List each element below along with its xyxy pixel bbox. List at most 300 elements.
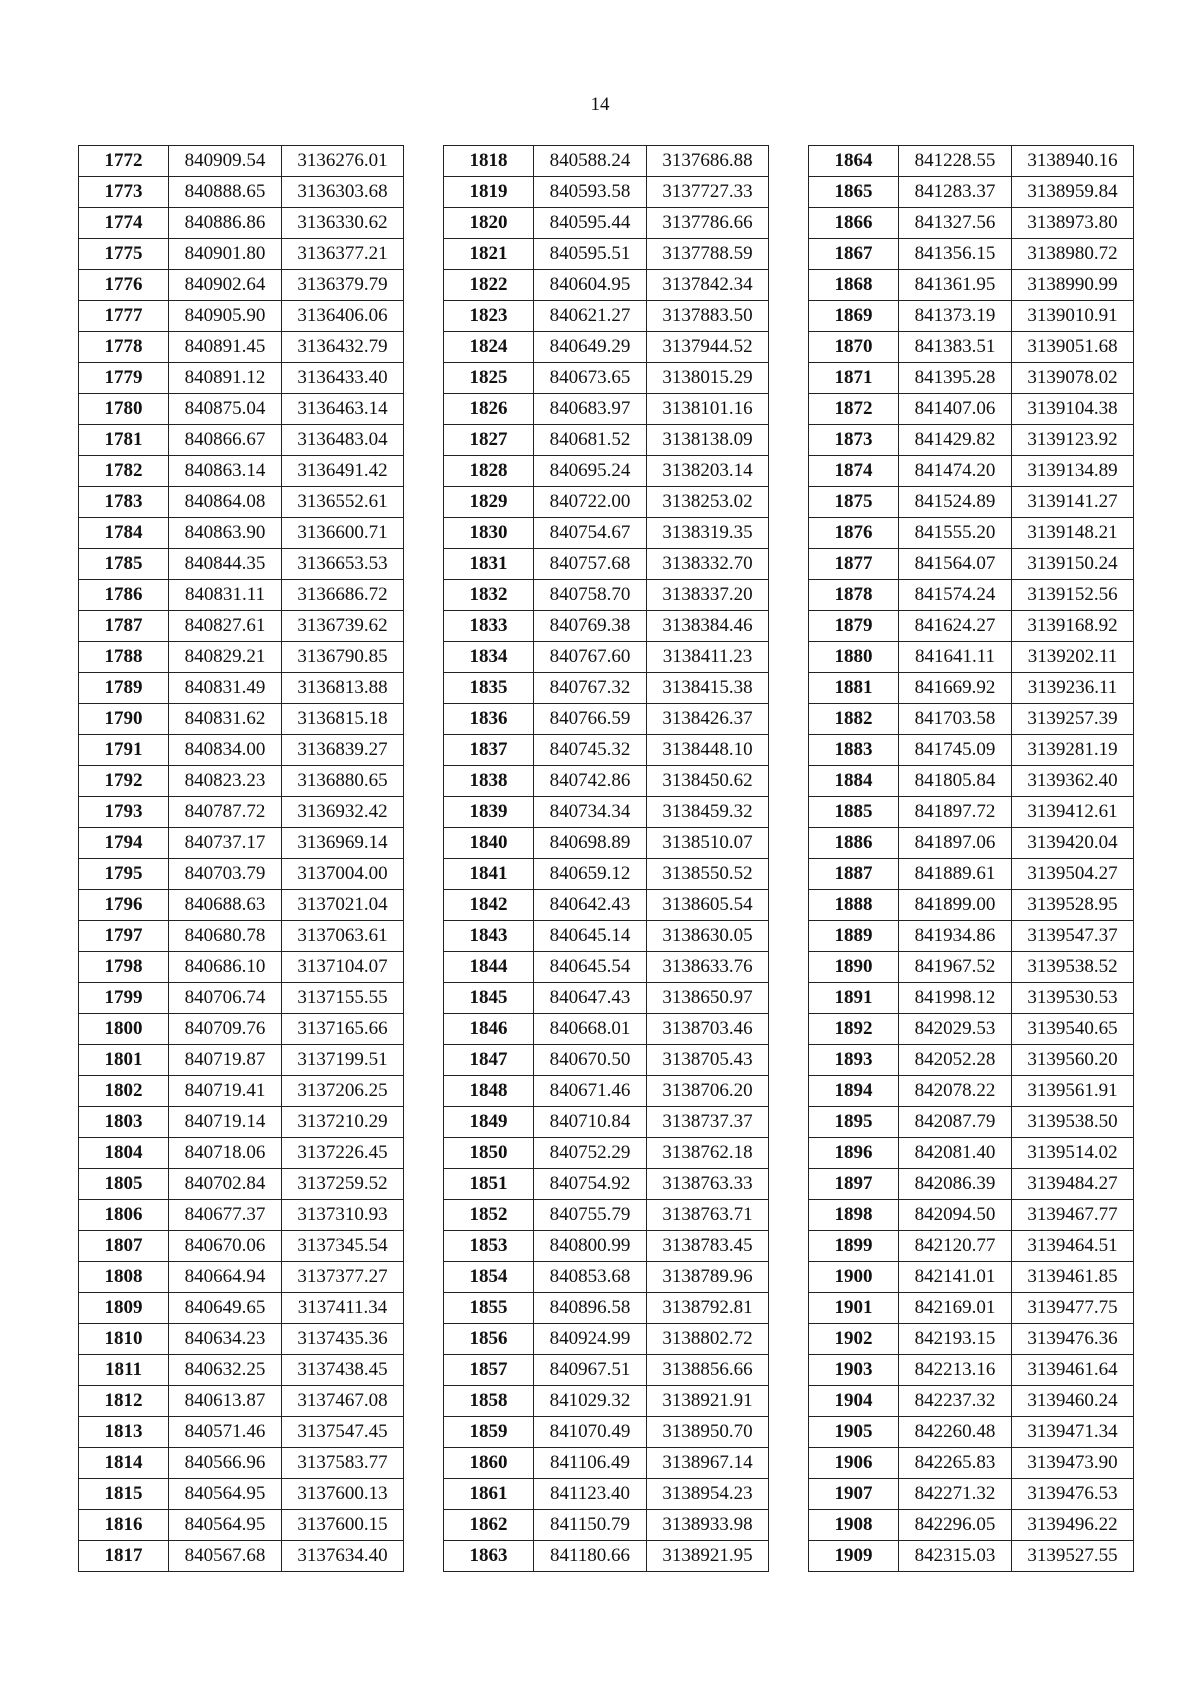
point-number-cell: 1825 [444, 363, 534, 394]
x-coordinate-cell: 840905.90 [169, 301, 282, 332]
y-coordinate-cell: 3138706.20 [647, 1076, 769, 1107]
table-row [79, 363, 404, 394]
x-coordinate-cell: 840742.86 [534, 766, 647, 797]
x-coordinate-cell: 840891.12 [169, 363, 282, 394]
y-coordinate-cell: 3138332.70 [647, 549, 769, 580]
point-number-cell: 1875 [809, 487, 899, 518]
y-coordinate-cell: 3139152.56 [1012, 580, 1134, 611]
table-row [79, 1169, 404, 1200]
point-number-cell: 1891 [809, 983, 899, 1014]
point-number-cell: 1839 [444, 797, 534, 828]
point-number-cell: 1776 [79, 270, 169, 301]
point-number-cell: 1782 [79, 456, 169, 487]
x-coordinate-cell: 842052.28 [899, 1045, 1012, 1076]
y-coordinate-cell: 3139504.27 [1012, 859, 1134, 890]
point-number-cell: 1827 [444, 425, 534, 456]
table-row [809, 1014, 1134, 1045]
y-coordinate-cell: 3139362.40 [1012, 766, 1134, 797]
point-number-cell: 1893 [809, 1045, 899, 1076]
x-coordinate-cell: 841180.66 [534, 1541, 647, 1572]
y-coordinate-cell: 3138990.99 [1012, 270, 1134, 301]
point-number-cell: 1860 [444, 1448, 534, 1479]
table-row [444, 363, 769, 394]
point-number-cell: 1866 [809, 208, 899, 239]
x-coordinate-cell: 840909.54 [169, 146, 282, 177]
point-number-cell: 1816 [79, 1510, 169, 1541]
x-coordinate-cell: 840800.99 [534, 1231, 647, 1262]
x-coordinate-cell: 840875.04 [169, 394, 282, 425]
point-number-cell: 1899 [809, 1231, 899, 1262]
y-coordinate-cell: 3139476.53 [1012, 1479, 1134, 1510]
point-number-cell: 1828 [444, 456, 534, 487]
table-row [79, 1262, 404, 1293]
y-coordinate-cell: 3136379.79 [282, 270, 404, 301]
y-coordinate-cell: 3137583.77 [282, 1448, 404, 1479]
y-coordinate-cell: 3139560.20 [1012, 1045, 1134, 1076]
table-row [809, 1324, 1134, 1355]
point-number-cell: 1879 [809, 611, 899, 642]
table-row [79, 177, 404, 208]
point-number-cell: 1789 [79, 673, 169, 704]
x-coordinate-cell: 841998.12 [899, 983, 1012, 1014]
y-coordinate-cell: 3138705.43 [647, 1045, 769, 1076]
point-number-cell: 1843 [444, 921, 534, 952]
table-row [809, 1510, 1134, 1541]
x-coordinate-cell: 840719.41 [169, 1076, 282, 1107]
y-coordinate-cell: 3137206.25 [282, 1076, 404, 1107]
table-row [444, 332, 769, 363]
table-row [809, 1541, 1134, 1572]
table-row [444, 1448, 769, 1479]
point-number-cell: 1798 [79, 952, 169, 983]
table-row [79, 1355, 404, 1386]
y-coordinate-cell: 3139471.34 [1012, 1417, 1134, 1448]
y-coordinate-cell: 3139412.61 [1012, 797, 1134, 828]
point-number-cell: 1865 [809, 177, 899, 208]
table-row [444, 673, 769, 704]
table-row [809, 301, 1134, 332]
point-number-cell: 1829 [444, 487, 534, 518]
x-coordinate-cell: 841429.82 [899, 425, 1012, 456]
x-coordinate-cell: 840671.46 [534, 1076, 647, 1107]
table-row [79, 611, 404, 642]
y-coordinate-cell: 3138940.16 [1012, 146, 1134, 177]
point-number-cell: 1850 [444, 1138, 534, 1169]
table-row [79, 1510, 404, 1541]
point-number-cell: 1897 [809, 1169, 899, 1200]
point-number-cell: 1856 [444, 1324, 534, 1355]
table-row [809, 270, 1134, 301]
table-row [79, 208, 404, 239]
y-coordinate-cell: 3136406.06 [282, 301, 404, 332]
point-number-cell: 1878 [809, 580, 899, 611]
x-coordinate-cell: 840719.14 [169, 1107, 282, 1138]
y-coordinate-cell: 3138448.10 [647, 735, 769, 766]
point-number-cell: 1780 [79, 394, 169, 425]
x-coordinate-cell: 840901.80 [169, 239, 282, 270]
table-row [79, 859, 404, 890]
x-coordinate-cell: 840863.14 [169, 456, 282, 487]
table-row [809, 1231, 1134, 1262]
x-coordinate-cell: 841934.86 [899, 921, 1012, 952]
x-coordinate-cell: 840695.24 [534, 456, 647, 487]
y-coordinate-cell: 3139528.95 [1012, 890, 1134, 921]
y-coordinate-cell: 3139540.65 [1012, 1014, 1134, 1045]
y-coordinate-cell: 3139461.64 [1012, 1355, 1134, 1386]
y-coordinate-cell: 3137345.54 [282, 1231, 404, 1262]
y-coordinate-cell: 3137199.51 [282, 1045, 404, 1076]
y-coordinate-cell: 3137259.52 [282, 1169, 404, 1200]
table-row [79, 642, 404, 673]
point-number-cell: 1858 [444, 1386, 534, 1417]
x-coordinate-cell: 840632.25 [169, 1355, 282, 1386]
point-number-cell: 1808 [79, 1262, 169, 1293]
x-coordinate-cell: 840834.00 [169, 735, 282, 766]
table-row [444, 1355, 769, 1386]
table-row [444, 859, 769, 890]
y-coordinate-cell: 3136815.18 [282, 704, 404, 735]
table-row [809, 1448, 1134, 1479]
x-coordinate-cell: 842086.39 [899, 1169, 1012, 1200]
table-row [79, 890, 404, 921]
table-row [79, 1200, 404, 1231]
table-row [809, 642, 1134, 673]
y-coordinate-cell: 3139051.68 [1012, 332, 1134, 363]
x-coordinate-cell: 841574.24 [899, 580, 1012, 611]
point-number-cell: 1815 [79, 1479, 169, 1510]
point-number-cell: 1786 [79, 580, 169, 611]
point-number-cell: 1845 [444, 983, 534, 1014]
x-coordinate-cell: 840647.43 [534, 983, 647, 1014]
table-row [809, 1169, 1134, 1200]
x-coordinate-cell: 840595.51 [534, 239, 647, 270]
point-number-cell: 1785 [79, 549, 169, 580]
x-coordinate-cell: 840703.79 [169, 859, 282, 890]
x-coordinate-cell: 842265.83 [899, 1448, 1012, 1479]
x-coordinate-cell: 840645.14 [534, 921, 647, 952]
y-coordinate-cell: 3137842.34 [647, 270, 769, 301]
point-number-cell: 1864 [809, 146, 899, 177]
x-coordinate-cell: 841745.09 [899, 735, 1012, 766]
y-coordinate-cell: 3139148.21 [1012, 518, 1134, 549]
point-number-cell: 1908 [809, 1510, 899, 1541]
table-row [79, 1107, 404, 1138]
y-coordinate-cell: 3138101.16 [647, 394, 769, 425]
x-coordinate-cell: 840718.06 [169, 1138, 282, 1169]
y-coordinate-cell: 3137438.45 [282, 1355, 404, 1386]
x-coordinate-cell: 840571.46 [169, 1417, 282, 1448]
point-number-cell: 1842 [444, 890, 534, 921]
y-coordinate-cell: 3136377.21 [282, 239, 404, 270]
y-coordinate-cell: 3137165.66 [282, 1014, 404, 1045]
x-coordinate-cell: 840686.10 [169, 952, 282, 983]
point-number-cell: 1882 [809, 704, 899, 735]
table-row [809, 1076, 1134, 1107]
y-coordinate-cell: 3138319.35 [647, 518, 769, 549]
y-coordinate-cell: 3139467.77 [1012, 1200, 1134, 1231]
x-coordinate-cell: 840710.84 [534, 1107, 647, 1138]
point-number-cell: 1821 [444, 239, 534, 270]
y-coordinate-cell: 3139150.24 [1012, 549, 1134, 580]
x-coordinate-cell: 840706.74 [169, 983, 282, 1014]
y-coordinate-cell: 3139538.50 [1012, 1107, 1134, 1138]
table-row [444, 1386, 769, 1417]
y-coordinate-cell: 3137435.36 [282, 1324, 404, 1355]
y-coordinate-cell: 3139078.02 [1012, 363, 1134, 394]
point-number-cell: 1886 [809, 828, 899, 859]
y-coordinate-cell: 3137310.93 [282, 1200, 404, 1231]
point-number-cell: 1883 [809, 735, 899, 766]
y-coordinate-cell: 3137155.55 [282, 983, 404, 1014]
x-coordinate-cell: 840787.72 [169, 797, 282, 828]
y-coordinate-cell: 3139460.24 [1012, 1386, 1134, 1417]
table-row [444, 1510, 769, 1541]
point-number-cell: 1881 [809, 673, 899, 704]
table-row [79, 301, 404, 332]
x-coordinate-cell: 841070.49 [534, 1417, 647, 1448]
x-coordinate-cell: 842296.05 [899, 1510, 1012, 1541]
y-coordinate-cell: 3138933.98 [647, 1510, 769, 1541]
point-number-cell: 1868 [809, 270, 899, 301]
table-row [444, 146, 769, 177]
coordinate-table-3 [808, 145, 1134, 1572]
x-coordinate-cell: 840567.68 [169, 1541, 282, 1572]
y-coordinate-cell: 3139530.53 [1012, 983, 1134, 1014]
point-number-cell: 1810 [79, 1324, 169, 1355]
y-coordinate-cell: 3136463.14 [282, 394, 404, 425]
point-number-cell: 1838 [444, 766, 534, 797]
coordinate-table-1 [78, 145, 404, 1572]
point-number-cell: 1775 [79, 239, 169, 270]
point-number-cell: 1871 [809, 363, 899, 394]
table-row [809, 177, 1134, 208]
point-number-cell: 1872 [809, 394, 899, 425]
table-row [444, 983, 769, 1014]
point-number-cell: 1773 [79, 177, 169, 208]
y-coordinate-cell: 3136276.01 [282, 146, 404, 177]
table-row [809, 797, 1134, 828]
table-row [444, 239, 769, 270]
point-number-cell: 1793 [79, 797, 169, 828]
point-number-cell: 1877 [809, 549, 899, 580]
y-coordinate-cell: 3136303.68 [282, 177, 404, 208]
table-row [79, 1138, 404, 1169]
x-coordinate-cell: 840722.00 [534, 487, 647, 518]
table-row [444, 580, 769, 611]
point-number-cell: 1846 [444, 1014, 534, 1045]
point-number-cell: 1902 [809, 1324, 899, 1355]
table-row [79, 983, 404, 1014]
point-number-cell: 1873 [809, 425, 899, 456]
table-row [444, 921, 769, 952]
x-coordinate-cell: 840680.78 [169, 921, 282, 952]
x-coordinate-cell: 840853.68 [534, 1262, 647, 1293]
x-coordinate-cell: 841150.79 [534, 1510, 647, 1541]
x-coordinate-cell: 840677.37 [169, 1200, 282, 1231]
point-number-cell: 1812 [79, 1386, 169, 1417]
x-coordinate-cell: 840766.59 [534, 704, 647, 735]
table-row [444, 425, 769, 456]
point-number-cell: 1870 [809, 332, 899, 363]
y-coordinate-cell: 3139010.91 [1012, 301, 1134, 332]
x-coordinate-cell: 840823.23 [169, 766, 282, 797]
point-number-cell: 1909 [809, 1541, 899, 1572]
point-number-cell: 1809 [79, 1293, 169, 1324]
table-row [809, 208, 1134, 239]
y-coordinate-cell: 3136839.27 [282, 735, 404, 766]
x-coordinate-cell: 842193.15 [899, 1324, 1012, 1355]
x-coordinate-cell: 840645.54 [534, 952, 647, 983]
x-coordinate-cell: 841395.28 [899, 363, 1012, 394]
y-coordinate-cell: 3136491.42 [282, 456, 404, 487]
table-row [809, 735, 1134, 766]
point-number-cell: 1892 [809, 1014, 899, 1045]
y-coordinate-cell: 3138921.91 [647, 1386, 769, 1417]
table-row [79, 1293, 404, 1324]
x-coordinate-cell: 840886.86 [169, 208, 282, 239]
y-coordinate-cell: 3136600.71 [282, 518, 404, 549]
point-number-cell: 1781 [79, 425, 169, 456]
x-coordinate-cell: 840866.67 [169, 425, 282, 456]
point-number-cell: 1888 [809, 890, 899, 921]
x-coordinate-cell: 841373.19 [899, 301, 1012, 332]
table-row [444, 1231, 769, 1262]
point-number-cell: 1840 [444, 828, 534, 859]
x-coordinate-cell: 841897.72 [899, 797, 1012, 828]
x-coordinate-cell: 841356.15 [899, 239, 1012, 270]
y-coordinate-cell: 3139496.22 [1012, 1510, 1134, 1541]
table-row [809, 363, 1134, 394]
y-coordinate-cell: 3137063.61 [282, 921, 404, 952]
x-coordinate-cell: 840698.89 [534, 828, 647, 859]
y-coordinate-cell: 3137788.59 [647, 239, 769, 270]
y-coordinate-cell: 3137021.04 [282, 890, 404, 921]
table-row [79, 1386, 404, 1417]
y-coordinate-cell: 3139464.51 [1012, 1231, 1134, 1262]
table-row [809, 1417, 1134, 1448]
y-coordinate-cell: 3139141.27 [1012, 487, 1134, 518]
table-row [79, 332, 404, 363]
x-coordinate-cell: 840649.65 [169, 1293, 282, 1324]
point-number-cell: 1895 [809, 1107, 899, 1138]
y-coordinate-cell: 3138459.32 [647, 797, 769, 828]
x-coordinate-cell: 842260.48 [899, 1417, 1012, 1448]
x-coordinate-cell: 842094.50 [899, 1200, 1012, 1231]
table-row [444, 1169, 769, 1200]
x-coordinate-cell: 840734.34 [534, 797, 647, 828]
table-row [444, 1045, 769, 1076]
x-coordinate-cell: 842169.01 [899, 1293, 1012, 1324]
y-coordinate-cell: 3137547.45 [282, 1417, 404, 1448]
y-coordinate-cell: 3138954.23 [647, 1479, 769, 1510]
table-row [444, 1479, 769, 1510]
table-row [809, 828, 1134, 859]
x-coordinate-cell: 840642.43 [534, 890, 647, 921]
point-number-cell: 1777 [79, 301, 169, 332]
y-coordinate-cell: 3138650.97 [647, 983, 769, 1014]
table-row [79, 425, 404, 456]
point-number-cell: 1803 [79, 1107, 169, 1138]
table-row [444, 394, 769, 425]
x-coordinate-cell: 841669.92 [899, 673, 1012, 704]
x-coordinate-cell: 841564.07 [899, 549, 1012, 580]
y-coordinate-cell: 3139168.92 [1012, 611, 1134, 642]
x-coordinate-cell: 841967.52 [899, 952, 1012, 983]
table-row [79, 549, 404, 580]
y-coordinate-cell: 3136330.62 [282, 208, 404, 239]
y-coordinate-cell: 3138411.23 [647, 642, 769, 673]
x-coordinate-cell: 842237.32 [899, 1386, 1012, 1417]
y-coordinate-cell: 3138703.46 [647, 1014, 769, 1045]
x-coordinate-cell: 840681.52 [534, 425, 647, 456]
x-coordinate-cell: 842141.01 [899, 1262, 1012, 1293]
x-coordinate-cell: 841228.55 [899, 146, 1012, 177]
table-row [79, 828, 404, 859]
point-number-cell: 1854 [444, 1262, 534, 1293]
table-row [809, 518, 1134, 549]
x-coordinate-cell: 841641.11 [899, 642, 1012, 673]
y-coordinate-cell: 3138384.46 [647, 611, 769, 642]
x-coordinate-cell: 840896.58 [534, 1293, 647, 1324]
table-row [809, 1107, 1134, 1138]
x-coordinate-cell: 840755.79 [534, 1200, 647, 1231]
x-coordinate-cell: 841106.49 [534, 1448, 647, 1479]
point-number-cell: 1794 [79, 828, 169, 859]
x-coordinate-cell: 840831.62 [169, 704, 282, 735]
table-row [444, 1262, 769, 1293]
table-row [444, 1417, 769, 1448]
x-coordinate-cell: 840754.67 [534, 518, 647, 549]
point-number-cell: 1867 [809, 239, 899, 270]
point-number-cell: 1894 [809, 1076, 899, 1107]
y-coordinate-cell: 3138203.14 [647, 456, 769, 487]
point-number-cell: 1848 [444, 1076, 534, 1107]
point-number-cell: 1813 [79, 1417, 169, 1448]
table-row [79, 797, 404, 828]
y-coordinate-cell: 3136739.62 [282, 611, 404, 642]
x-coordinate-cell: 840745.32 [534, 735, 647, 766]
y-coordinate-cell: 3139461.85 [1012, 1262, 1134, 1293]
y-coordinate-cell: 3137600.13 [282, 1479, 404, 1510]
point-number-cell: 1844 [444, 952, 534, 983]
x-coordinate-cell: 840758.70 [534, 580, 647, 611]
table-row [444, 1324, 769, 1355]
y-coordinate-cell: 3137210.29 [282, 1107, 404, 1138]
x-coordinate-cell: 840737.17 [169, 828, 282, 859]
x-coordinate-cell: 840566.96 [169, 1448, 282, 1479]
x-coordinate-cell: 840829.21 [169, 642, 282, 673]
y-coordinate-cell: 3139257.39 [1012, 704, 1134, 735]
point-number-cell: 1795 [79, 859, 169, 890]
point-number-cell: 1859 [444, 1417, 534, 1448]
y-coordinate-cell: 3137600.15 [282, 1510, 404, 1541]
y-coordinate-cell: 3136433.40 [282, 363, 404, 394]
point-number-cell: 1855 [444, 1293, 534, 1324]
y-coordinate-cell: 3136432.79 [282, 332, 404, 363]
point-number-cell: 1900 [809, 1262, 899, 1293]
x-coordinate-cell: 840649.29 [534, 332, 647, 363]
table-row [809, 611, 1134, 642]
x-coordinate-cell: 840719.87 [169, 1045, 282, 1076]
y-coordinate-cell: 3139134.89 [1012, 456, 1134, 487]
table-row [444, 1076, 769, 1107]
point-number-cell: 1792 [79, 766, 169, 797]
y-coordinate-cell: 3139104.38 [1012, 394, 1134, 425]
x-coordinate-cell: 840668.01 [534, 1014, 647, 1045]
x-coordinate-cell: 840621.27 [534, 301, 647, 332]
point-number-cell: 1806 [79, 1200, 169, 1231]
table-row [79, 1014, 404, 1045]
